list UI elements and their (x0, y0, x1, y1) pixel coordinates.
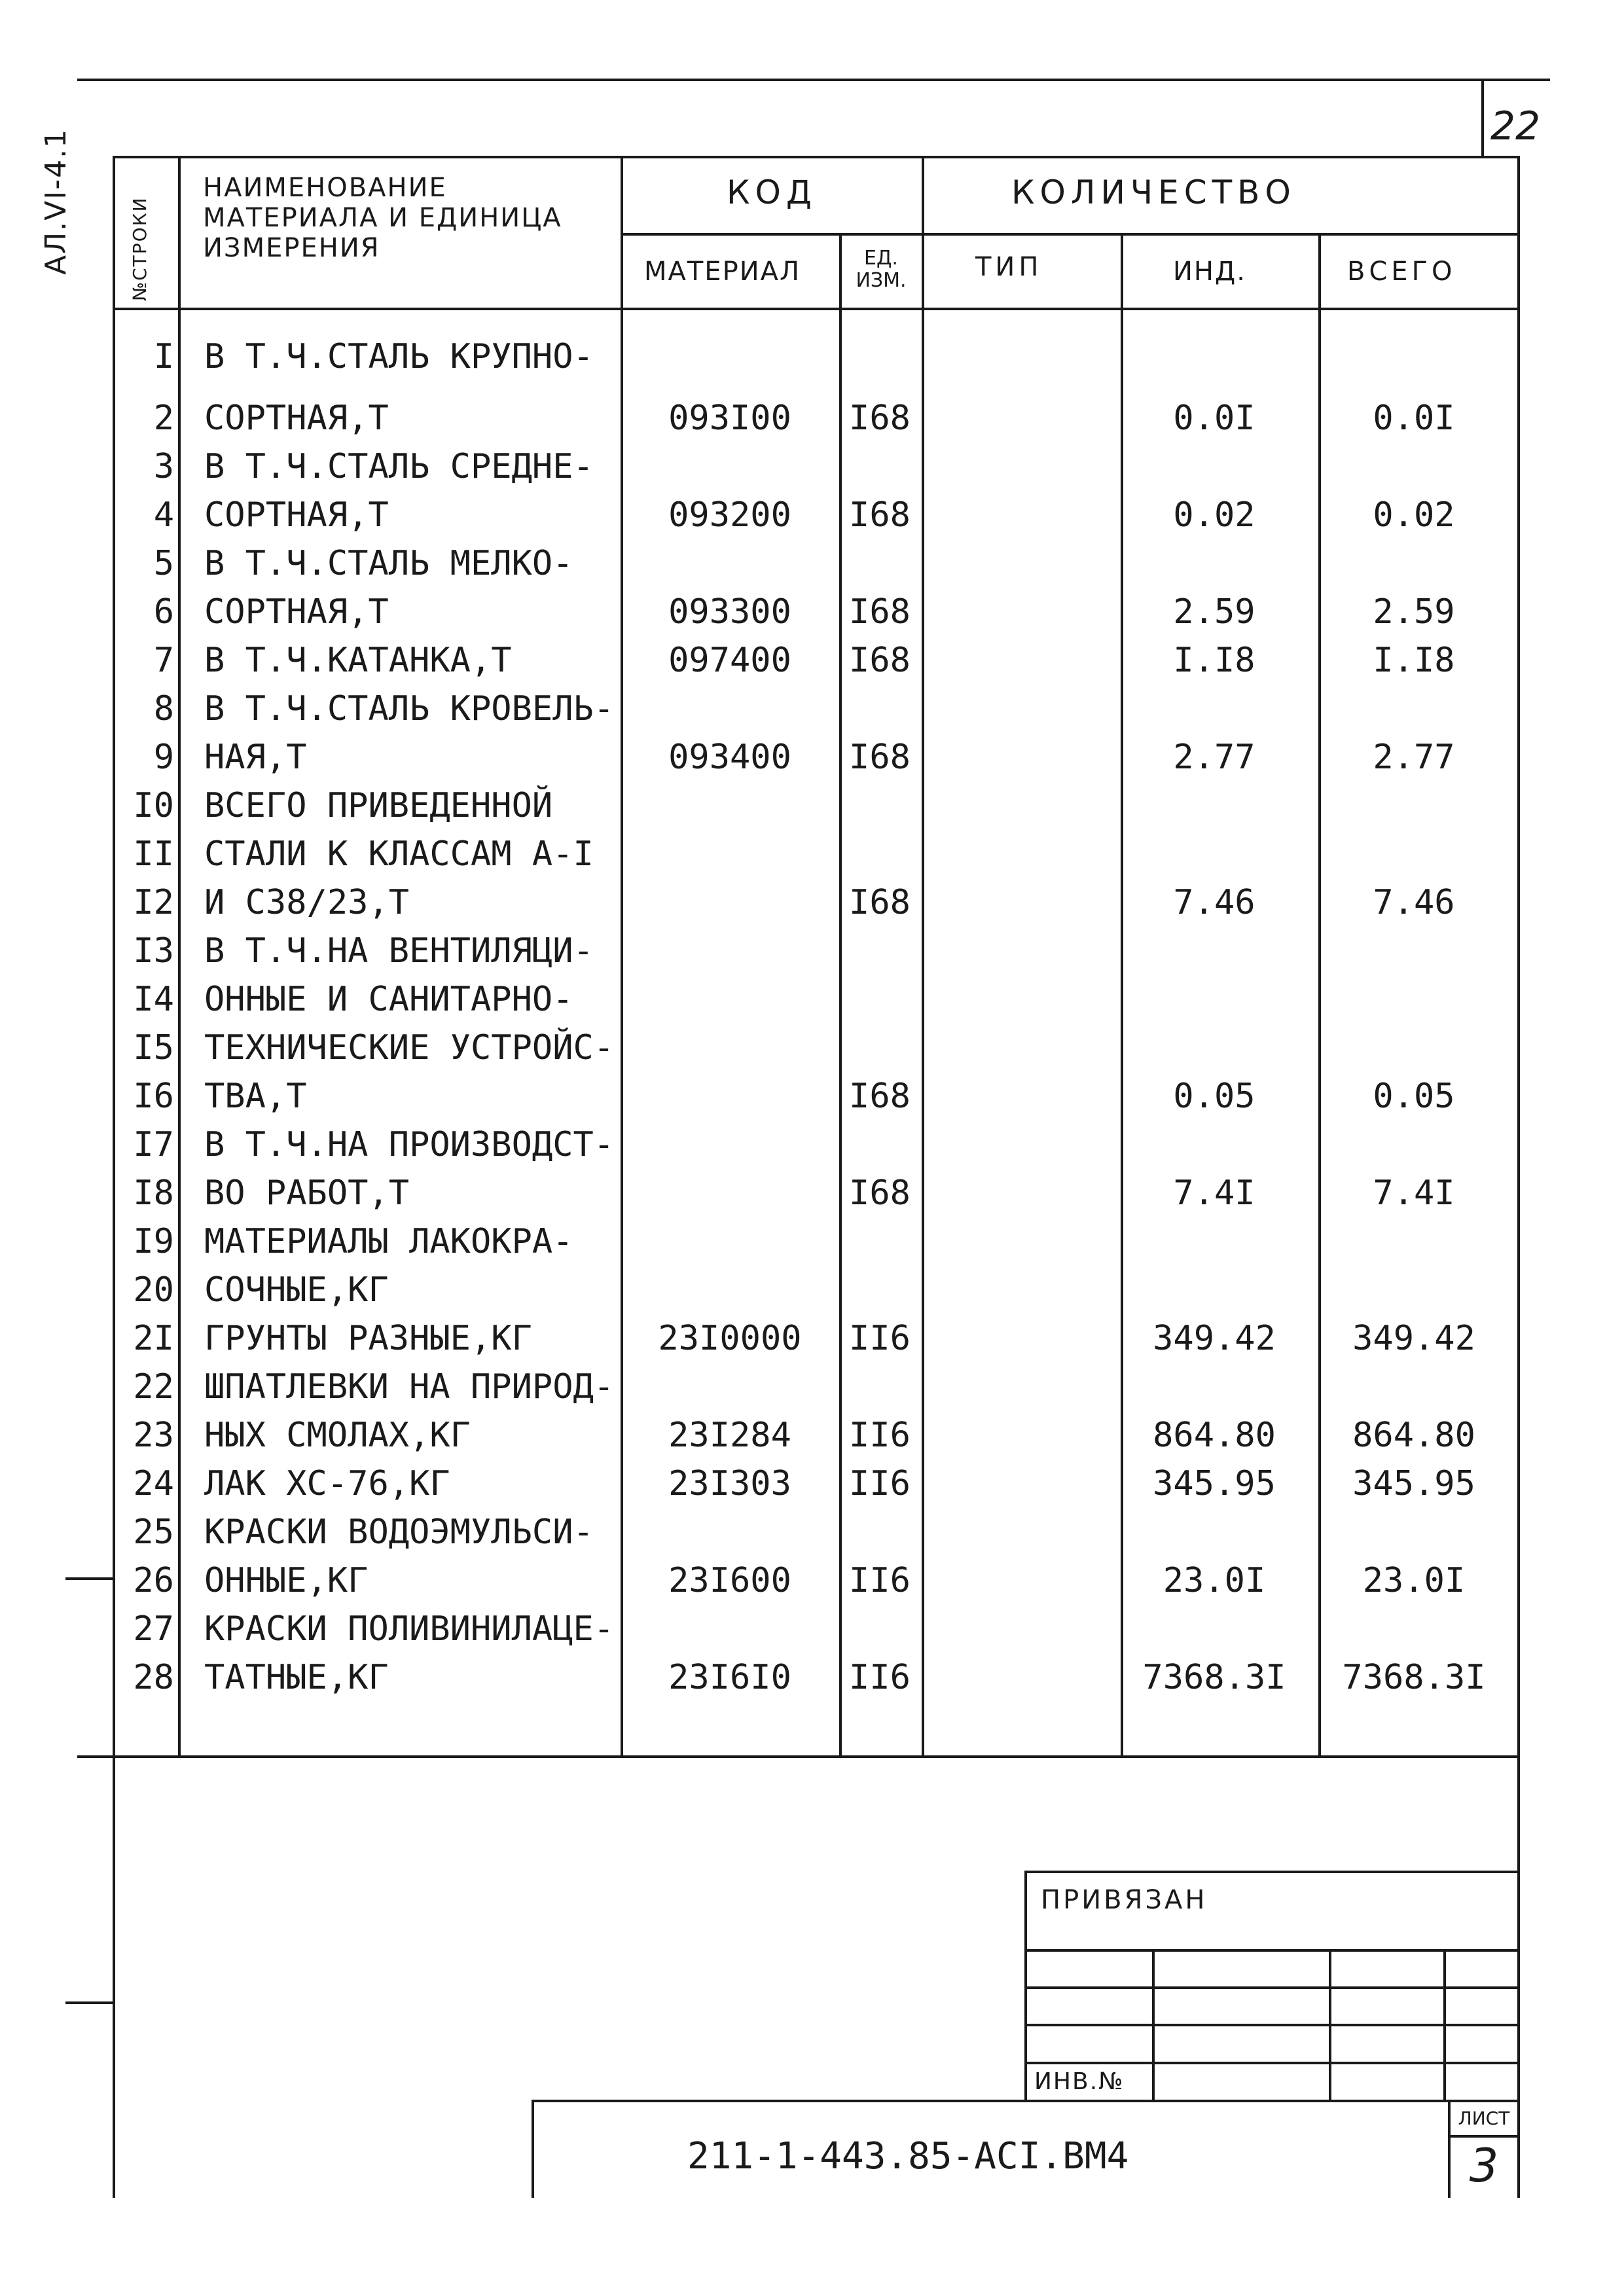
table-row (0, 1174, 1624, 1213)
row-name: В Т.Ч.СТАЛЬ КРОВЕЛЬ- (204, 689, 615, 728)
header-mid (622, 233, 1520, 236)
row-unit: I68 (849, 738, 911, 777)
row-number: 28 (133, 1658, 174, 1697)
page-number-box-left (1481, 79, 1484, 156)
row-name: ВСЕГО ПРИВЕДЕННОЙ (204, 786, 553, 825)
row-number: 7 (153, 641, 174, 680)
row-number: I0 (133, 786, 174, 825)
table-row (0, 931, 1624, 971)
table-row (0, 1125, 1624, 1164)
row-code: 23I0000 (658, 1319, 802, 1358)
row-number: I5 (133, 1028, 174, 1067)
header-name: НАИМЕНОВАНИЕ МАТЕРИАЛА И ЕДИНИЦА ИЗМЕРЕНИЯ (203, 173, 562, 263)
row-ind: 349.42 (1153, 1319, 1276, 1358)
row-name: И С38/23,Т (204, 883, 410, 922)
row-number: 20 (133, 1270, 174, 1310)
row-unit: I68 (849, 399, 911, 438)
row-number: 6 (153, 592, 174, 632)
table-row (0, 1028, 1624, 1067)
row-ind: 7368.3I (1142, 1658, 1286, 1697)
row-name: ШПАТЛЕВКИ НА ПРИРОД- (204, 1367, 615, 1407)
row-name: ОННЫЕ,КГ (204, 1561, 369, 1600)
row-number: 5 (153, 544, 174, 583)
header-ind: ИНД. (1173, 257, 1246, 287)
row-total: I.I8 (1373, 641, 1455, 680)
row-unit: I68 (849, 1077, 911, 1116)
row-number: 26 (133, 1561, 174, 1600)
row-name: ТАТНЫЕ,КГ (204, 1658, 389, 1697)
row-number: II (133, 834, 174, 874)
title-block-left (532, 2100, 534, 2198)
row-number: I4 (133, 980, 174, 1019)
sheet-label: ЛИСТ (1458, 2108, 1510, 2129)
header-row-number: №СТРОКИ (129, 196, 151, 301)
row-total: 7368.3I (1342, 1658, 1486, 1697)
row-name: МАТЕРИАЛЫ ЛАКОКРА- (204, 1222, 573, 1261)
stamp-col-3 (1443, 1949, 1446, 2100)
row-name: В Т.Ч.КАТАНКА,Т (204, 641, 512, 680)
stamp-bound-left (1024, 1871, 1027, 2100)
row-unit: II6 (849, 1658, 911, 1697)
row-name: СОЧНЫЕ,КГ (204, 1270, 389, 1310)
table-row (0, 786, 1624, 825)
row-ind: 864.80 (1153, 1416, 1276, 1455)
row-number: I (153, 337, 174, 376)
row-name: ВО РАБОТ,Т (204, 1174, 410, 1213)
row-name: В Т.Ч.СТАЛЬ МЕЛКО- (204, 544, 573, 583)
row-unit: II6 (849, 1464, 911, 1503)
row-name: СОРТНАЯ,Т (204, 399, 389, 438)
row-total: 7.46 (1373, 883, 1455, 922)
row-unit: II6 (849, 1416, 911, 1455)
row-code: 093I00 (668, 399, 791, 438)
row-number: I8 (133, 1174, 174, 1213)
row-name: В Т.Ч.СТАЛЬ СРЕДНЕ- (204, 447, 594, 486)
row-ind: 23.0I (1163, 1561, 1266, 1600)
table-row (0, 1464, 1624, 1503)
table-row (0, 1561, 1624, 1600)
row-code: 23I600 (668, 1561, 791, 1600)
top-border (77, 79, 1550, 81)
row-total: 7.4I (1373, 1174, 1455, 1213)
sheet-box-divider (1448, 2135, 1520, 2138)
row-total: 2.59 (1373, 592, 1455, 632)
row-name: СОРТНАЯ,Т (204, 495, 389, 535)
row-unit: I68 (849, 883, 911, 922)
row-total: 345.95 (1352, 1464, 1475, 1503)
header-type: ТИП (975, 252, 1043, 282)
row-total: 349.42 (1352, 1319, 1475, 1358)
row-number: 2I (133, 1319, 174, 1358)
header-quantity-group: КОЛИЧЕСТВО (1011, 173, 1296, 211)
row-ind: 345.95 (1153, 1464, 1276, 1503)
row-ind: 0.05 (1173, 1077, 1255, 1116)
table-row (0, 1609, 1624, 1649)
row-number: I2 (133, 883, 174, 922)
row-name: ТВА,Т (204, 1077, 307, 1116)
table-bottom (77, 1755, 1520, 1758)
row-number: I9 (133, 1222, 174, 1261)
row-name: ОННЫЕ И САНИТАРНО- (204, 980, 573, 1019)
table-row (0, 980, 1624, 1019)
row-unit: II6 (849, 1561, 911, 1600)
table-row (0, 834, 1624, 874)
margin-mark-2 (65, 2001, 113, 2004)
row-unit: I68 (849, 641, 911, 680)
table-row (0, 1658, 1624, 1697)
table-row (0, 337, 1624, 376)
row-code: 23I284 (668, 1416, 791, 1455)
table-row (0, 689, 1624, 728)
table-row (0, 592, 1624, 632)
row-name: СТАЛИ К КЛАССАМ А-I (204, 834, 594, 874)
row-code: 093300 (668, 592, 791, 632)
header-total: ВСЕГО (1347, 257, 1456, 287)
stamp-bound-label: ПРИВЯЗАН (1041, 1885, 1208, 1915)
row-code: 093200 (668, 495, 791, 535)
row-name: НАЯ,Т (204, 738, 307, 777)
row-number: 27 (133, 1609, 174, 1649)
table-row (0, 447, 1624, 486)
header-code-group: КОД (727, 173, 817, 211)
table-row (0, 1222, 1624, 1261)
row-name: В Т.Ч.НА ВЕНТИЛЯЦИ- (204, 931, 594, 971)
title-block-top (532, 2100, 1520, 2102)
row-code: 093400 (668, 738, 791, 777)
row-number: I7 (133, 1125, 174, 1164)
row-ind: 2.77 (1173, 738, 1255, 777)
row-name: ТЕХНИЧЕСКИЕ УСТРОЙС- (204, 1028, 615, 1067)
row-name: НЫХ СМОЛАХ,КГ (204, 1416, 471, 1455)
row-code: 23I303 (668, 1464, 791, 1503)
row-total: 864.80 (1352, 1416, 1475, 1455)
header-material: МАТЕРИАЛ (644, 257, 801, 287)
table-row (0, 738, 1624, 777)
row-number: 9 (153, 738, 174, 777)
table-row (0, 1367, 1624, 1407)
row-name: В Т.Ч.НА ПРОИЗВОДСТ- (204, 1125, 615, 1164)
row-unit: II6 (849, 1319, 911, 1358)
table-row (0, 544, 1624, 583)
row-number: I6 (133, 1077, 174, 1116)
row-unit: I68 (849, 495, 911, 535)
table-row (0, 1270, 1624, 1310)
row-ind: 0.0I (1173, 399, 1255, 438)
row-name: ГРУНТЫ РАЗНЫЕ,КГ (204, 1319, 532, 1358)
document-designation: 211-1-443.85-АCI.BM4 (687, 2135, 1129, 2178)
row-name: ЛАК ХС-76,КГ (204, 1464, 450, 1503)
table-row (0, 399, 1624, 438)
row-code: 23I6I0 (668, 1658, 791, 1697)
table-top (113, 156, 1520, 158)
table-row (0, 1077, 1624, 1116)
table-row (0, 641, 1624, 680)
row-number: 22 (133, 1367, 174, 1407)
row-unit: I68 (849, 1174, 911, 1213)
row-number: 3 (153, 447, 174, 486)
header-unit: ЕД. ИЗМ. (856, 247, 907, 292)
table-row (0, 1319, 1624, 1358)
row-name: КРАСКИ ПОЛИВИНИЛАЦЕ- (204, 1609, 615, 1649)
row-code: 097400 (668, 641, 791, 680)
row-ind: 2.59 (1173, 592, 1255, 632)
row-total: 2.77 (1373, 738, 1455, 777)
row-number: 24 (133, 1464, 174, 1503)
row-ind: 0.02 (1173, 495, 1255, 535)
row-name: СОРТНАЯ,Т (204, 592, 389, 632)
row-number: 2 (153, 399, 174, 438)
row-number: 4 (153, 495, 174, 535)
stamp-col-2 (1329, 1949, 1331, 2100)
row-total: 0.0I (1373, 399, 1455, 438)
table-row (0, 495, 1624, 535)
row-number: 25 (133, 1513, 174, 1552)
row-total: 0.05 (1373, 1077, 1455, 1116)
side-label: АЛ.VI-4.1 (39, 128, 73, 275)
row-number: 8 (153, 689, 174, 728)
page-number: 22 (1490, 103, 1541, 149)
row-number: I3 (133, 931, 174, 971)
row-ind: 7.46 (1173, 883, 1255, 922)
table-row (0, 1513, 1624, 1552)
row-number: 23 (133, 1416, 174, 1455)
table-row (0, 883, 1624, 922)
row-name: КРАСКИ ВОДОЭМУЛЬСИ- (204, 1513, 594, 1552)
stamp-bound-top (1024, 1871, 1520, 1873)
row-total: 23.0I (1362, 1561, 1466, 1600)
row-ind: 7.4I (1173, 1174, 1255, 1213)
table-row (0, 1416, 1624, 1455)
row-unit: I68 (849, 592, 911, 632)
row-ind: I.I8 (1173, 641, 1255, 680)
stamp-col-1 (1152, 1949, 1155, 2100)
stamp-inventory-label: ИНВ.№ (1034, 2068, 1125, 2095)
header-bottom (113, 308, 1520, 310)
row-total: 0.02 (1373, 495, 1455, 535)
sheet-number: 3 (1469, 2139, 1499, 2193)
row-name: В Т.Ч.СТАЛЬ КРУПНО- (204, 337, 594, 376)
